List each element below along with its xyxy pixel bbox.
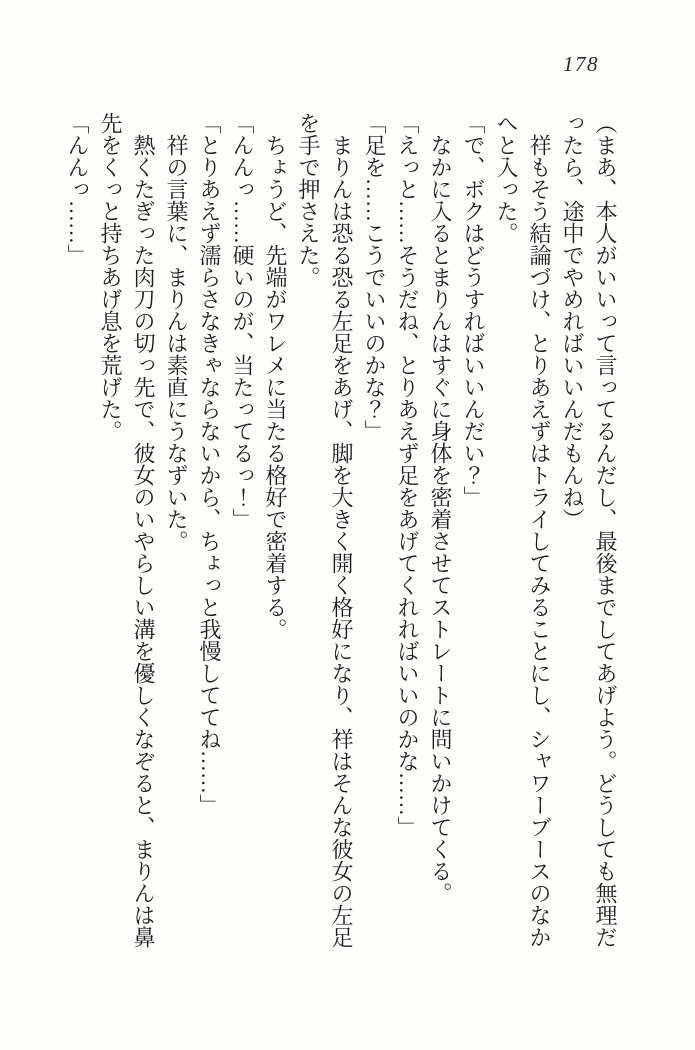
text-column: まりんは恐る恐る左足をあげ、脚を大きく開く格好になり、祥はそんな彼女の左足 — [329, 134, 354, 948]
text-column: 先をくっと持ちあげ息を荒げた。 — [98, 112, 123, 442]
text-column: （まあ、本人がいいって言ってるんだし、最後までしてあげよう。どうしても無理だ — [593, 112, 618, 948]
text-column: を手で押さえた。 — [296, 112, 321, 288]
text-column: なかに入るとまりんはすぐに身体を密着させてストレートに問いかけてくる。 — [428, 134, 453, 904]
text-column: 「とりあえず濡らさなきゃならないから、ちょっと我慢しててね……」 — [197, 112, 222, 816]
text-column: 祥もそう結論づけ、とりあえずはトライしてみることにし、シャワーブースのなか — [527, 134, 552, 948]
text-column: 「えっと……そうだね、とりあえず足をあげてくれればいいのかな……」 — [395, 112, 420, 838]
text-column: へと入った。 — [494, 112, 519, 244]
page-number: 178 — [563, 52, 599, 76]
text-column: 「んんっ……」 — [65, 112, 90, 266]
text-column: 祥の言葉に、まりんは素直にうなずいた。 — [164, 134, 189, 552]
text-column: ったら、途中でやめればいいんだもんね） — [560, 112, 585, 530]
text-column: 「足を……こうでいいのかな？」 — [362, 112, 387, 442]
text-area — [61, 112, 622, 957]
text-column: 熱くたぎった肉刀の切っ先で、彼女のいやらしい溝を優しくなぞると、まりんは鼻 — [131, 134, 156, 948]
text-column: 「で、ボクはどうすればいいんだい？」 — [461, 112, 486, 508]
text-column: ちょうど、先端がワレメに当たる格好で密着する。 — [263, 134, 288, 640]
text-column: 「んんっ……硬いのが、当たってるっ！」 — [230, 112, 255, 530]
